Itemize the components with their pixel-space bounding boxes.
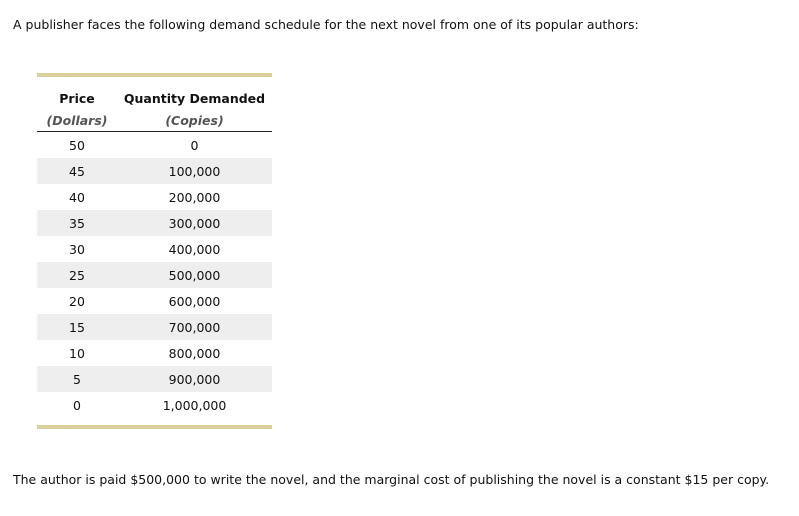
table-row	[37, 262, 272, 288]
price-cell: 5	[73, 371, 81, 387]
quantity-cell: 500,000	[168, 267, 221, 283]
quantity-header: Quantity Demanded	[123, 90, 266, 106]
table-row	[37, 158, 272, 184]
price-cell: 45	[69, 163, 85, 179]
price-cell: 15	[69, 319, 85, 335]
quantity-cell: 800,000	[168, 345, 221, 361]
price-unit: (Dollars)	[46, 112, 108, 128]
outro-text: The author is paid $500,000 to write the novel, and the marginal cost of publishing the novel is a constant $15 per copy.	[13, 472, 770, 487]
quantity-cell: 400,000	[168, 241, 221, 257]
quantity-unit: (Copies)	[165, 112, 224, 128]
price-cell: 30	[69, 241, 85, 257]
table-unit-row	[37, 109, 272, 131]
quantity-cell: 300,000	[168, 215, 221, 231]
price-cell: 40	[69, 189, 85, 205]
table-body	[37, 132, 272, 418]
table-header-row	[37, 87, 272, 109]
price-cell: 20	[69, 293, 85, 309]
quantity-cell: 0	[190, 137, 199, 153]
table-top-bar	[37, 73, 272, 77]
price-cell: 10	[69, 345, 85, 361]
quantity-cell: 1,000,000	[162, 397, 227, 413]
table-row	[37, 366, 272, 392]
intro-text: A publisher faces the following demand schedule for the next novel from one of its popular authors:	[13, 17, 639, 32]
price-header: Price	[59, 90, 95, 106]
quantity-cell: 700,000	[168, 319, 221, 335]
price-cell: 35	[69, 215, 85, 231]
table-row	[37, 132, 272, 158]
demand-schedule-table	[37, 73, 272, 429]
table-row	[37, 288, 272, 314]
table-row	[37, 340, 272, 366]
table-row	[37, 210, 272, 236]
price-cell: 50	[69, 137, 85, 153]
quantity-cell: 600,000	[168, 293, 221, 309]
table-row	[37, 236, 272, 262]
quantity-cell: 200,000	[168, 189, 221, 205]
price-cell: 0	[73, 397, 81, 413]
table-row	[37, 392, 272, 418]
quantity-cell: 100,000	[168, 163, 221, 179]
table-bottom-bar	[37, 425, 272, 429]
table-row	[37, 184, 272, 210]
quantity-cell: 900,000	[168, 371, 221, 387]
table-row	[37, 314, 272, 340]
price-cell: 25	[69, 267, 85, 283]
